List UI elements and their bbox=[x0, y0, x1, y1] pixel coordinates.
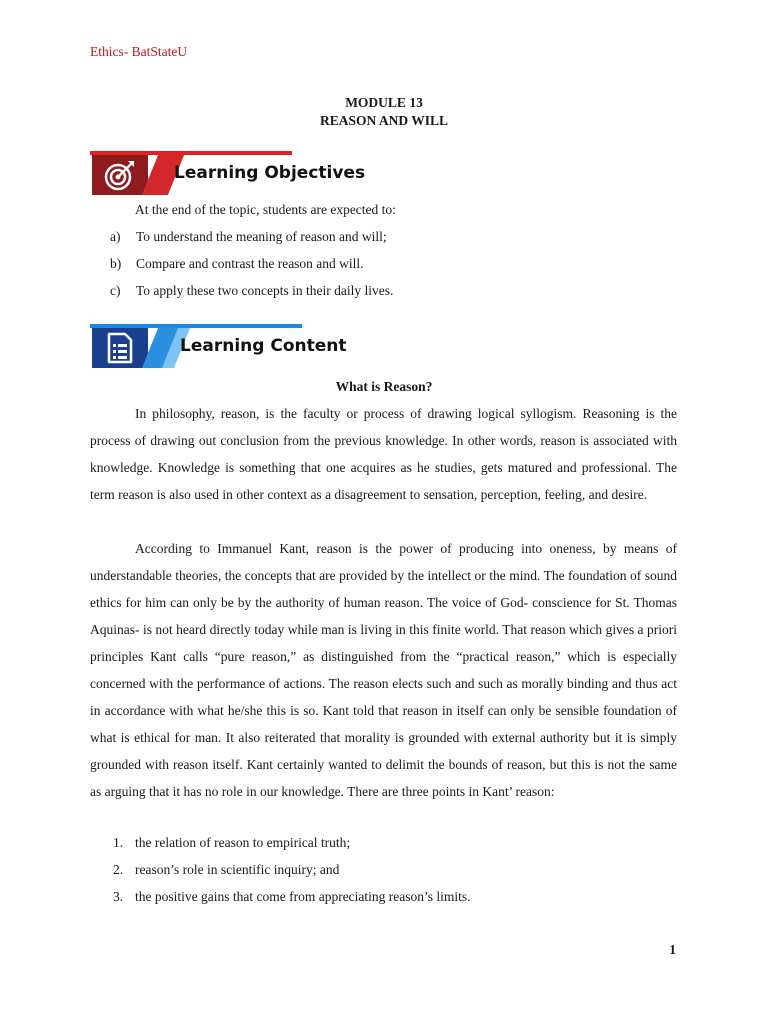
objective-label: a) bbox=[110, 229, 121, 244]
module-title: REASON AND WILL bbox=[319, 113, 449, 128]
target-icon bbox=[92, 155, 148, 195]
point-label: 3. bbox=[113, 889, 124, 904]
objectives-banner bbox=[90, 151, 410, 197]
page-number: 1 bbox=[669, 942, 676, 957]
objective-item bbox=[110, 256, 364, 272]
point-item bbox=[113, 862, 339, 878]
point-text: the positive gains that come from appreciating reason’s limits. bbox=[135, 889, 471, 904]
objective-label: c) bbox=[110, 283, 121, 298]
body-paragraph: According to Immanuel Kant, reason is the power of producing into oneness, by means of understandable theories, the concepts that are provided by the intellect or the mind. The foundation of sound ethics for him can only be by the authority of human reason. The voice of God- conscience for St. Thomas Aquinas- is not heard directly today while man is living in this finite world. That reason which gives a priori principles Kant calls “pure reason,” as distinguished from the “practical reason,” which is especially concerned with the performance of actions. The reason elects such and such as morally binding and thus act in accordance with what he/she this is so. Kant told that reason in itself can only be sensible foundation of what is ethical for man. It also reiterated that morality is grounded with external authority but it is simply grounded with reason itself. Kant certainly wanted to delimit the bounds of reason, but this is not the same as arguing that it has no role in our knowledge. There are three points in Kant’ reason: bbox=[90, 541, 677, 799]
content-banner bbox=[90, 324, 410, 370]
objective-text: Compare and contrast the reason and will. bbox=[136, 256, 364, 271]
objective-text: To understand the meaning of reason and will; bbox=[136, 229, 387, 244]
content-heading: Learning Content bbox=[180, 336, 347, 356]
objectives-heading: Learning Objectives bbox=[174, 163, 366, 183]
module-number: MODULE 13 bbox=[345, 95, 423, 110]
body-paragraph: In philosophy, reason, is the faculty or process of drawing logical syllogism. Reasoning is the process of drawing out conclusion from the previous knowledge. In other words, reason is associated with knowledge. Knowledge is something that one acquires as he studies, gets matured and professional. The term reason is also used in other context as a disagreement to sensation, perception, feeling, and desire. bbox=[90, 406, 677, 502]
point-label: 1. bbox=[113, 835, 124, 850]
objectives-intro: At the end of the topic, students are expected to: bbox=[135, 202, 396, 217]
point-item bbox=[113, 889, 471, 905]
module-heading bbox=[0, 94, 768, 130]
document-icon bbox=[92, 328, 148, 368]
point-item bbox=[113, 835, 350, 851]
point-label: 2. bbox=[113, 862, 124, 877]
objective-label: b) bbox=[110, 256, 122, 271]
objective-text: To apply these two concepts in their daily lives. bbox=[136, 283, 394, 298]
point-text: reason’s role in scientific inquiry; and bbox=[135, 862, 340, 877]
header-tag: Ethics- BatStateU bbox=[90, 44, 188, 59]
objective-item bbox=[110, 283, 393, 299]
content-subheading: What is Reason? bbox=[335, 379, 433, 394]
point-text: the relation of reason to empirical truth; bbox=[135, 835, 351, 850]
objective-item bbox=[110, 229, 387, 245]
